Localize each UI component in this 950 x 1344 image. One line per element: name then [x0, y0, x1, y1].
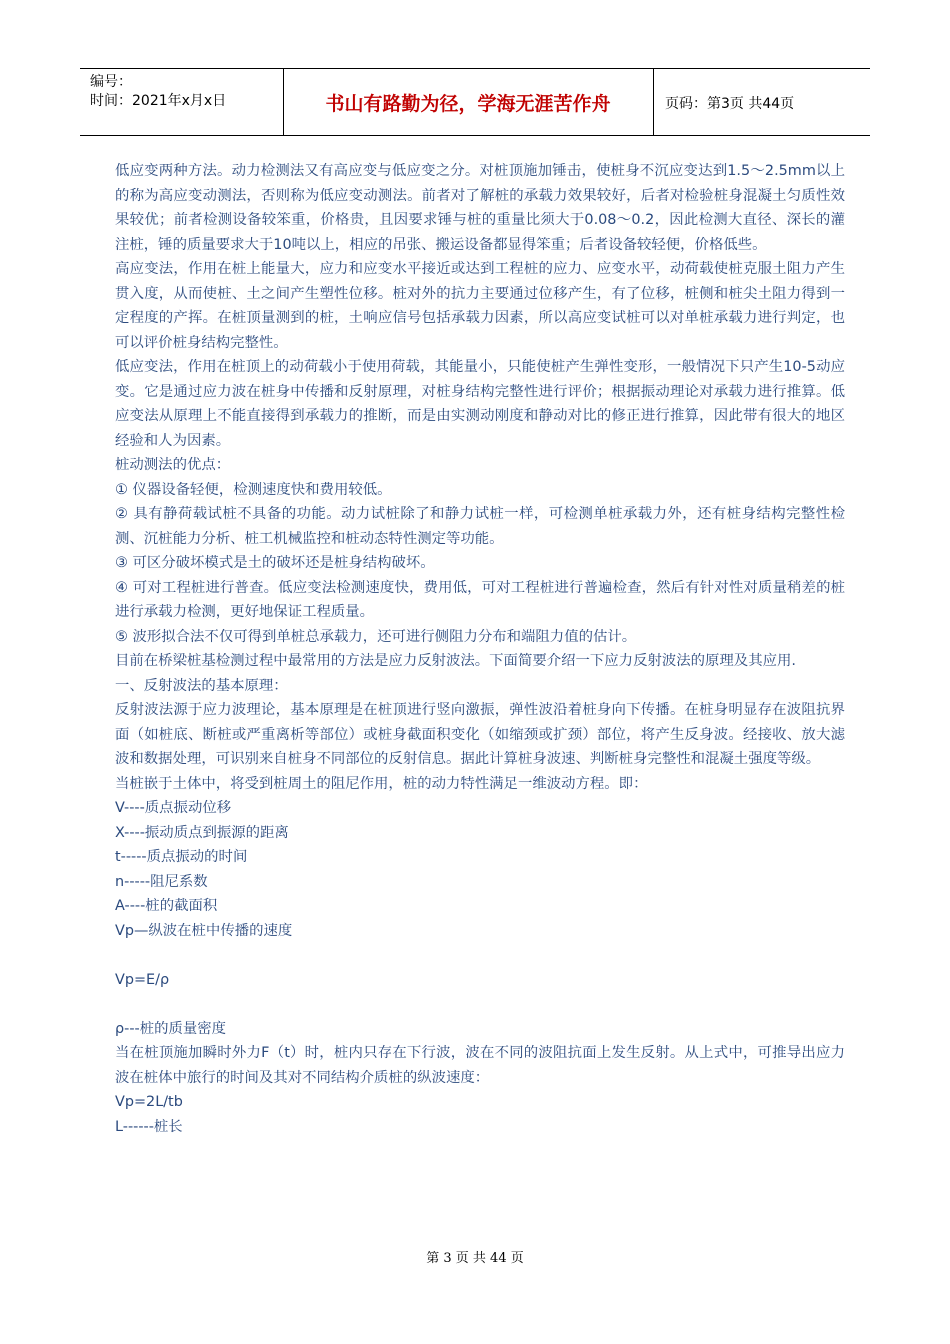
body-paragraph: Vp—纵波在桩中传播的速度	[115, 922, 293, 939]
body-paragraph: ② 具有静荷载试桩不具备的功能。动力试桩除了和静力试桩一样，可检测单桩承载力外，还有桩身结构完整性检测、沉桩能力分析、桩工机械监控和桩动态特性测定等功能。	[115, 506, 845, 547]
page-header	[80, 68, 870, 136]
body-paragraph: 低应变法，作用在桩顶上的动荷载小于使用荷载，其能量小，只能使桩产生弹性变形，一般情况下只产生10-5动应变。它是通过应力波在桩身中传播和反射原理，对桩身结构完整性进行评价；根据振动理论对承载力进行推算。低应变法从原理上不能直接得到承载力的推断，而是由实测动刚度和静动对比的修正进行推算，因此带有很大的地区经验和人为因素。	[115, 359, 845, 449]
body-paragraph: 当在桩顶施加瞬时外力F（t）时，桩内只存在下行波，波在不同的波阻抗面上发生反射。从上式中，可推导出应力波在桩体中旅行的时间及其对不同结构介质桩的纵波速度：	[115, 1045, 845, 1086]
body-paragraph: ρ---桩的质量密度	[115, 1020, 227, 1037]
body-paragraph: 目前在桥梁桩基检测过程中最常用的方法是应力反射波法。下面简要介绍一下应力反射波法的原理及其应用.	[115, 653, 796, 669]
body-paragraph: ⑤ 波形拟合法不仅可得到单桩总承载力，还可进行侧阻力分布和端阻力值的估计。	[115, 628, 637, 645]
body-paragraph	[115, 943, 845, 968]
body-paragraph: ④ 可对工程桩进行普查。低应变法检测速度快，费用低，可对工程桩进行普遍检查，然后有针对性对质量稍差的桩进行承载力检测，更好地保证工程质量。	[115, 579, 845, 620]
body-paragraph: A----桩的截面积	[115, 898, 218, 914]
document-number-label: 编号：	[90, 74, 132, 90]
page-footer: 第 3 页 共 44 页	[426, 1251, 524, 1266]
body-paragraph: 当桩嵌于土体中，将受到桩周土的阻尼作用，桩的动力特性满足一维波动方程。即：	[115, 775, 648, 792]
header-page-info: 页码：第3页 共44页	[665, 96, 795, 112]
body-paragraph: 低应变两种方法。动力检测法又有高应变与低应变之分。对桩顶施加锤击，使桩身不沉应变达到1.5～2.5mm以上的称为高应变动测法，否则称为低应变动测法。前者对了解桩的承载力效果较好，后者对检验桩身混凝土匀质性效果较优；前者检测设备较笨重，价格贵，且因要求锤与桩的重量比须大于0.08～0.2，因此检测大直径、深长的灌注桩，锤的质量要求大于10吨以上，相应的吊张、搬运设备都显得笨重；后者设备较轻便，价格低些。	[115, 163, 845, 253]
header-divider-right	[653, 69, 654, 135]
body-paragraph: 一、反射波法的基本原理：	[115, 677, 288, 694]
body-paragraph: L------桩长	[115, 1118, 183, 1135]
body-paragraph: Vp=E/ρ	[115, 971, 170, 988]
body-paragraph: ③ 可区分破坏模式是土的破坏还是桩身结构破坏。	[115, 555, 435, 571]
body-paragraph: 高应变法，作用在桩上能量大，应力和应变水平接近或达到工程桩的应力、应变水平，动荷载使桩克服土阻力产生贯入度，从而使桩、土之间产生塑性位移。桩对外的抗力主要通过位移产生，有了位移，桩侧和桩尖土阻力得到一定程度的产挥。在桩顶量测到的桩，土响应信号包括承载力因素，所以高应变试桩可以对单桩承载力进行判定，也可以评价桩身结构完整性。	[115, 261, 845, 351]
body-paragraph: X----振动质点到振源的距离	[115, 824, 289, 841]
document-body	[115, 159, 845, 1139]
body-paragraph: V----质点振动位移	[115, 800, 232, 816]
body-paragraph: 桩动测法的优点：	[115, 457, 231, 473]
body-paragraph: 反射波法源于应力波理论，基本原理是在桩顶进行竖向激振，弹性波沿着桩身向下传播。在桩身明显存在波阻抗界面（如桩底、断桩或严重离析等部位）或桩身截面积变化（如缩颈或扩颈）部位，将产生反身波。经接收、放大滤波和数据处理，可识别来自桩身不同部位的反射信息。据此计算桩身波速、判断桩身完整性和混凝土强度等级。	[115, 702, 845, 767]
body-paragraph: t-----质点振动的时间	[115, 849, 248, 865]
body-paragraph: n-----阻尼系数	[115, 873, 208, 890]
body-paragraph	[115, 992, 845, 1017]
document-date-label: 时间：2021年x月x日	[90, 93, 227, 109]
header-motto: 书山有路勤为径，学海无涯苦作舟	[325, 93, 611, 115]
body-paragraph: ① 仪器设备轻便，检测速度快和费用较低。	[115, 481, 392, 498]
body-paragraph: Vp=2L/tb	[115, 1094, 183, 1110]
header-meta	[90, 73, 226, 111]
